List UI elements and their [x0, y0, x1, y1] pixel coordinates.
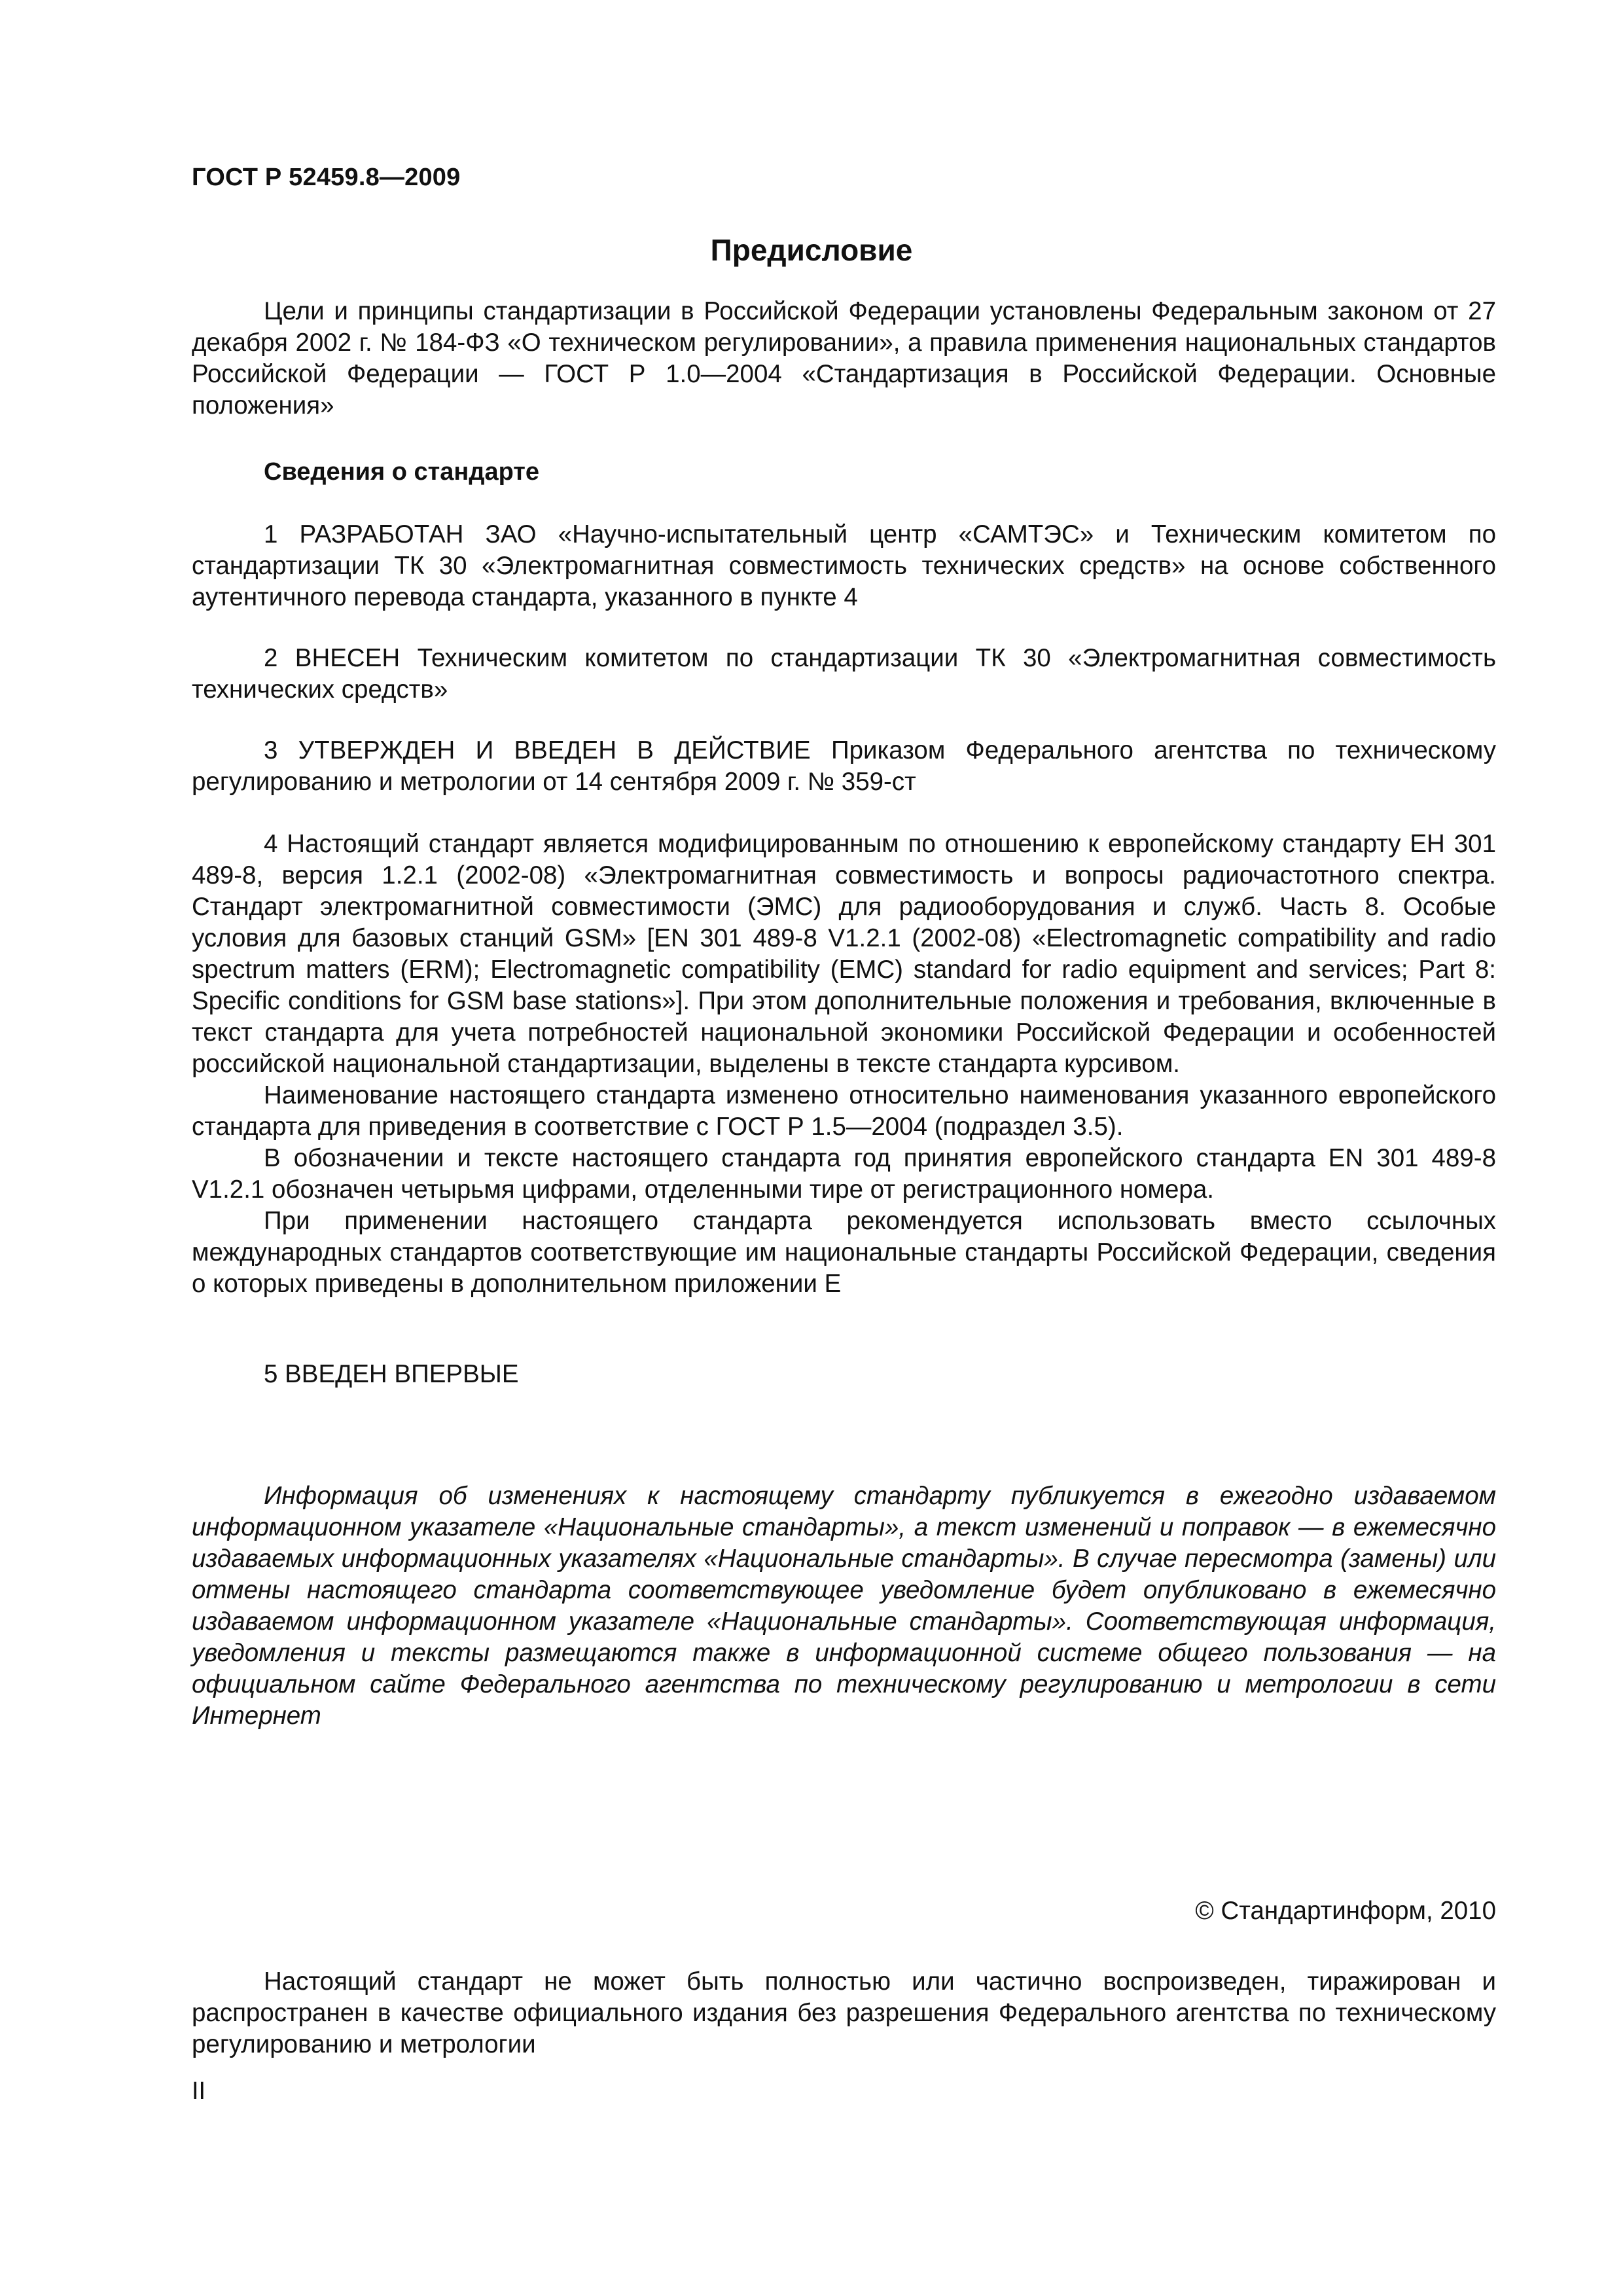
item-4: [192, 829, 1496, 1300]
item-4-paragraph-3: В обозначении и тексте настоящего стандарта год принятия европейского стандарта EN 301 489-8 V1.2.1 обозначен четырьмя цифрами, отделенными тире от регистрационного номера.: [192, 1144, 1496, 1204]
item-5: [192, 1359, 1496, 1390]
intro-paragraph: Цели и принципы стандартизации в Российской Федерации установлены Федеральным законом от 27 декабря 2002 г. № 184-ФЗ «О техническом регулировании», а правила применения национальных стандартов Российской Федерации — ГОСТ Р 1.0—2004 «Стандартизация в Российской Федерации. Основные положения»: [192, 297, 1496, 420]
section-heading: Сведения о стандарте: [264, 458, 540, 486]
item-4-paragraph-2: Наименование настоящего стандарта изменено относительно наименования указанного европейского стандарта для приведения в соответствие с ГОСТ Р 1.5—2004 (подраздел 3.5).: [192, 1081, 1496, 1141]
item-4-paragraph-4: При применении настоящего стандарта рекомендуется использовать вместо ссылочных международных стандартов соответствующие им национальные стандарты Российской Федерации, сведения о которых приведены в дополнительном приложении Е: [192, 1207, 1496, 1298]
item-2: [192, 643, 1496, 706]
item-3-text: 3 УТВЕРЖДЕН И ВВЕДЕН В ДЕЙСТВИЕ Приказом Федерального агентства по техническому регулированию и метрологии от 14 сентября 2009 г. № 359-ст: [192, 736, 1496, 796]
item-1-text: 1 РАЗРАБОТАН ЗАО «Научно-испытательный центр «САМТЭС» и Техническим комитетом по стандартизации ТК 30 «Электромагнитная совместимость технических средств» на основе собственного аутентичного перевода стандарта, указанного в пункте 4: [192, 520, 1496, 611]
intro-section: [192, 296, 1496, 422]
page-number: II: [192, 2077, 206, 2105]
item-2-text: 2 ВНЕСЕН Техническим комитетом по стандартизации ТК 30 «Электромагнитная совместимость технических средств»: [192, 644, 1496, 704]
standard-code: ГОСТ Р 52459.8—2009: [192, 164, 461, 191]
change-information: Информация об изменениях к настоящему стандарту публикуется в ежегодно издаваемом информационном указателе «Национальные стандарты», а текст изменений и поправок — в ежемесячно издаваемых информационных указателях «Национальные стандарты». В случае пересмотра (замены) или отмены настоящего стандарта соответствующее уведомление будет опубликовано в ежемесячно издаваемом информационном указателе «Национальные стандарты». Соответствующая информация, уведомления и тексты размещаются также в информационной системе общего пользования — на официальном сайте Федерального агентства по техническому регулированию и метрологии в сети Интернет: [192, 1482, 1496, 1730]
copyright-notice: Настоящий стандарт не может быть полностью или частично воспроизведен, тиражирован и распространен в качестве официального издания без разрешения Федерального агентства по техническому регулированию и метрологии: [192, 1967, 1496, 2058]
page-title: Предисловие: [710, 233, 913, 267]
copyright-line: © Стандартинформ, 2010: [1195, 1897, 1496, 1925]
item-1: [192, 519, 1496, 613]
item-3: [192, 735, 1496, 798]
item-5-text: 5 ВВЕДЕН ВПЕРВЫЕ: [264, 1360, 519, 1388]
item-4-paragraph-1: 4 Настоящий стандарт является модифицированным по отношению к европейскому стандарту ЕН 301 489-8, версия 1.2.1 (2002-08) «Электромагнитная совместимость и вопросы радиочастотного спектра. Стандарт электромагнитной совместимости (ЭМС) для радиооборудования и служб. Часть 8. Особые условия для базовых станций GSM» [EN 301 489-8 V1.2.1 (2002-08) «Electromagnetic compatibility and radio spectrum matters (ERM); Electromagnetic compatibility (EMC) standard for radio equipment and services; Part 8: Specific conditions for GSM base stations»]. При этом дополнительные положения и требования, включенные в текст стандарта для учета потребностей национальной экономики Российской Федерации и особенностей российской национальной стандартизации, выделены в тексте стандарта курсивом.: [192, 830, 1496, 1078]
